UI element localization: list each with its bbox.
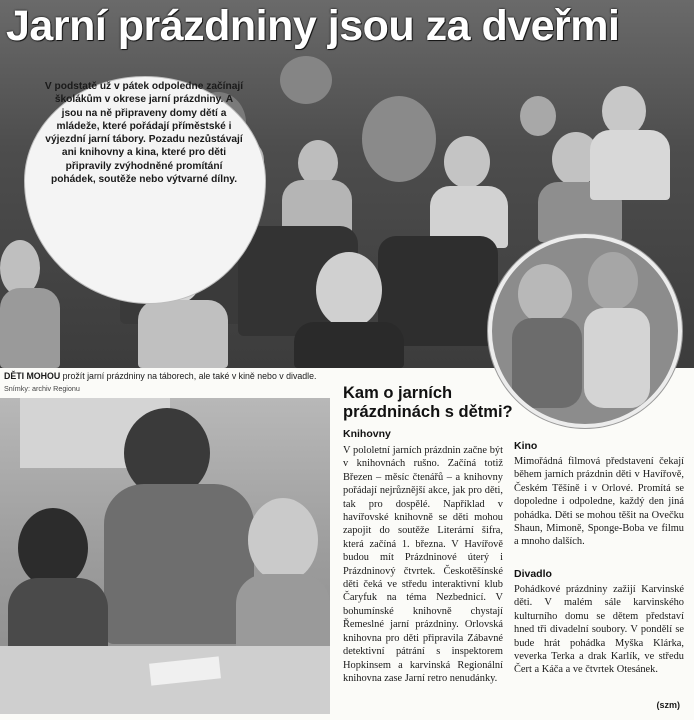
heading-divadlo: Divadlo: [514, 568, 552, 580]
puppet: [588, 252, 638, 310]
heading-knihovny: Knihovny: [343, 428, 391, 440]
intro-text: V podstatě už v pátek odpoledne začínají školákům v okrese jarní prázdniny. A jsou na ně připraveny domy dětí a mládeže, které pořádají příměstské i výjezdní jarní tábory. Pozadu nezůstávají ani knihovny a kina, které pro děti připravily zvýhodněné promítání pohádek, soutěže nebo výtvarné dílny.: [44, 81, 244, 186]
child: [248, 498, 318, 582]
child: [602, 86, 646, 136]
headline: Jarní prázdniny jsou za dveřmi: [6, 2, 620, 50]
craft-photo: [0, 398, 330, 714]
author-signature: (szm): [656, 700, 680, 710]
text-knihovny: V pololetní jarních prázdnin začne být v knihovnách rušno. Začíná totiž Březen – měsíc čtenářů – a knihovny pořádají nejrůznější akce, jak pro děti, tak pro dospělé. Například v havířovské knihovně se děti mohou zapojit do soutěže Literární šifra, která začíná 1. března. V Havířově budou mít Prázdninové úterý i Prázdninový čtvrtek. Českotěšínské děti čeká ve středu interaktivní klub Čaryfuk na téma Nezbednicí. V bohumínské knihovně chystají Řemeslné jarní prázdniny. Orlovská knihovna pro děti připravila Zábavné detektivní pátrání s inspektorem Hopkinsem a karvinská Regionální knihovna zase Jarní retro nenudánky.: [343, 445, 503, 684]
photo-caption: DĚTI MOHOU prožít jarní prázdniny na táborech, ale také v kině nebo v divadle.: [4, 371, 317, 381]
child: [316, 252, 382, 328]
child: [590, 130, 670, 200]
child: [138, 300, 228, 368]
adult: [104, 484, 254, 644]
puppet: [584, 308, 650, 408]
puppet: [518, 264, 572, 324]
child: [0, 288, 60, 368]
child: [444, 136, 490, 188]
heading-kino: Kino: [514, 440, 538, 452]
photo-credit: Snímky: archiv Regionu: [4, 384, 80, 393]
child: [294, 322, 404, 368]
text-kino: Mimořádná filmová představení čekají během jarních prázdnin děti v Havířově, Českém Těšíně i v Orlové. Promítá se dopoledne i odpoledne, každý den jiná pohádka. Děti se mohou těšit na Ovečku Shaun, Mimoně, Sponge-Boba ve filmu a mnoho dalších.: [514, 456, 684, 548]
balloon: [280, 56, 332, 104]
section-title: Kam o jarních prázdninách s dětmi?: [343, 384, 513, 421]
child: [520, 96, 556, 136]
balloon: [362, 96, 436, 182]
child: [18, 508, 88, 588]
text-divadlo: Pohádkové prázdniny zažijí Karvinské děti. V malém sále karvinského kulturního domu se dětem představí hned tři divadelní soubory. V pondělí se bude hrát pohádka Myška Klárka, veverka Terka a drak Karlík, ve středu Čert a Káča a ve čtvrtek Otesánek.: [514, 584, 684, 676]
